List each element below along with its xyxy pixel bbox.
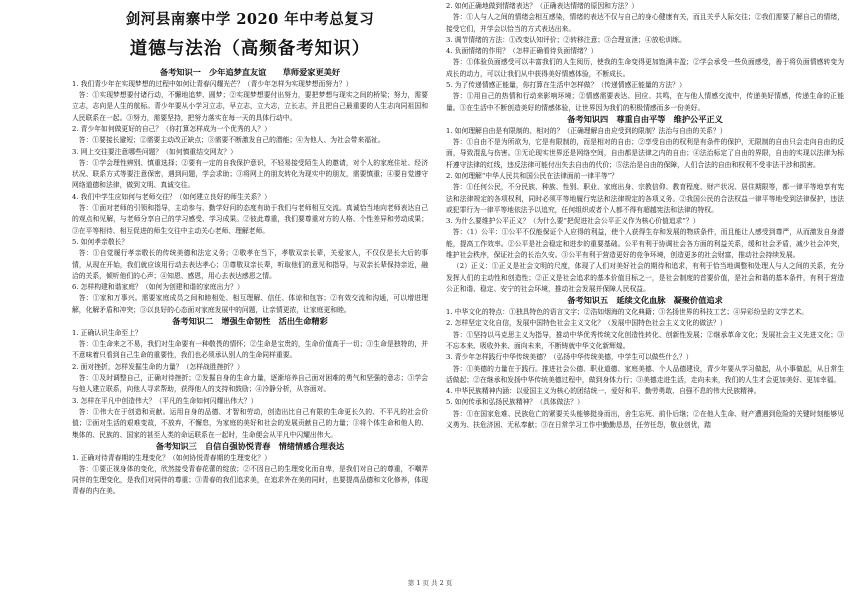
- section-heading: 备考知识五 延续文化血脉 凝聚价值追求: [567, 295, 723, 306]
- question-text: 1. 如何理解自由是有限制的、相对的？（正确理解自由应受到的限制？法治与自由的关系？）: [446, 126, 727, 135]
- question-text: 1. 正确对待青春期的生理变化？（如何协悦青春期的生理变化？）: [72, 453, 271, 462]
- right-column: [446, 0, 844, 431]
- answer-text: 答：①实现梦想要付诸行动，不懈地追梦、圆梦；②实现梦想要付出努力，要把梦想与现实之间的桥梁；努力，需要立志，志向是人生的航标。青少年要从小学习立志，早立志，立大志，立长志，并且把自己最重要的人生志向同祖国和人民联系在一起。③努力，需要坚持，把努力落实在每一天的具体行动中。: [72, 91, 428, 122]
- question-text: 2. 面对挫折，怎样发掘生命的力量？（怎样战胜挫折？）: [72, 362, 244, 371]
- left-column: [72, 0, 428, 498]
- question-text: 1. 中华文化的特点：①独具特色的语言文字；②浩如烟海的文化典籍；③名扬世界的科技工艺；④异彩纷呈的文学艺术。: [446, 308, 809, 317]
- question-text: 3. 青少年怎样践行中华传统美德？（弘扬中华传统美德，中学生可以做些什么？）: [446, 353, 693, 362]
- question-text: 5. 为了传递情感正能量，你打算在生活中怎样做？（传递情感正能量的方法？）: [446, 81, 686, 90]
- question-text: 3. 调节情绪的方法：①改变认知评价；②转移注意；③合理宣泄；④放松训练。: [446, 35, 686, 44]
- question-text: 1. 我们青少年在实现梦想的过程中如何让青春闪耀光芒？（青少年怎样为实现梦想而努力？）: [72, 79, 353, 88]
- answer-text: 答：①伟大在于创造和贡献。运用自身的品德、才智和劳动，创造出比自己有限的生命更长久的、不平凡的社会价值；②面对生活的艰难变故，不放弃，不懈怠，为家庭的美好和社会的发展贡献自己的力量；③将个体生命和他人的、集体的、民族的、国家的甚至人类的命运联系在一起时，生命便会从平凡中闪耀出伟大。: [72, 407, 428, 439]
- answer-text: 答：①生命来之不易，我们对生命要有一种敬畏的情怀；②生命是宝贵的，生命价值高于一切；③生命是独特的，并不意味着只看到自己生命的重要性，我们也必须承认别人的生命同样重要。: [72, 340, 428, 360]
- answer-text: （2）正义：①正义是社会文明的尺度，体现了人们对美好社会的期待和追求，有利于恰当地调整和处理人与人之间的关系，充分发挥人们的主动性和创造性；②正义是社会追求的基本价值目标之一，是社会制度的首要价值，是社会和谐的基本条件，有利于营造公正和谐、稳定、安宁的社会环境，推动社会发展并保障人民权益。: [446, 262, 844, 293]
- right-column-body: [446, 1, 844, 431]
- answer-text: 答：①自觉履行孝亲敬长的传统美德和法定义务；②敬孝在当下，孝敬双亲长辈，关爱家人，不仅仅是长大后的事情，从现在开始，我们就应该用行动去表达孝心；③尊敬双亲长辈，听取他们的意见和指导，与双亲长辈保持亲近，融洽的关系，倾听他们的心声；④知恩、感恩，用心去表达感恩之情。: [72, 249, 428, 280]
- answer-text: 答：（1）公平：①公平不仅能保证个人应得的利益，使个人获得生存和发展的物质条件，而且能让人感受到尊严，从而激发自身潜能，提高工作效率。②公平是社会稳定和进步的重要基础。公平有利于协调社会各方面的利益关系，缓和社会矛盾，减少社会冲突，维护社会秩序，保证社会的长治久安。③公平有利于营造更好的竞争环境，创造更多的社会财富，推动社会持续发展。: [446, 228, 844, 260]
- answer-text: 答：①学会理性辨别、慎重选择；②要有一定的自我保护意识，不轻易接受陌生人的邀请，对个人的家庭住址、经济状况、联系方式等要注意保密，遇到问题，学会求助；③将网上的朋友转化为现实中的朋友，需要慎重；④要自觉遵守网络道德和法律，做到文明、真诚交往。: [72, 158, 428, 190]
- question-text: 2. 如何正确地做到情绪表达？（正确表达情绪的原因和方法？）: [446, 2, 639, 10]
- answer-text: 答：①人与人之间的情绪会相互感染，情绪的表达不仅与自己的身心健康有关，而且关乎人际交往；②我们需要了解自己的情绪，接受它们，并学会以恰当的方式表达出来。: [446, 13, 844, 33]
- question-text: 5. 如何传承和弘扬民族精神？（具体做法？）: [446, 398, 584, 407]
- answer-text: 答：①体验负面感受可以丰富我们的人生阅历，使我的生命变得更加饱满丰盈；②学会承受一些负面感受，善于将负面情感转变为成长的动力，可以让我们从中获得美好情感体验，不断成长。: [446, 58, 844, 78]
- answer-text: 答：①坚持以马克思主义为指导，推动中华优秀传统文化创造性转化、创新性发展；②继承革命文化；发展社会主义先进文化；③不忘本来、吸收外来、面向未来，不断铸就中华文化新辉煌。: [446, 330, 844, 350]
- question-text: 6. 怎样构建和谐家庭？（如何为创建和谐的家庭出力？）: [72, 283, 244, 292]
- answer-text: 答：①要接长避短；②需要主动改正缺点；③需要不断激发自己的潜能；④为他人、为社会带来福祉。: [78, 136, 385, 145]
- answer-text: 答：①家和万事兴。需要家庭成员之间和睦相处、相互理解、信任、体谅和包容；②有效交流和沟通，可以增进理解，化解矛盾和冲突；③以良好的心态面对家庭发展中的问题，让亲情更浓，让家庭更和睦。: [72, 294, 428, 314]
- question-text: 3. 怎样在平凡中创造伟大？（平凡的生命如何闪耀出伟大？）: [72, 396, 258, 405]
- section-heading: 备考知识二 增强生命韧性 活出生命精彩: [172, 316, 328, 327]
- question-text: 2. 青少年如何做更好的自己？（你打算怎样成为一个优秀的人？）: [72, 124, 271, 133]
- left-column-body: [72, 67, 428, 498]
- answer-text: 答：①美德的力量在于践行。推进社会公德、职业道德、家庭美德、个人品德建设，青少年要从学习做起，从小事做起，从日常生活做起；②在继承和发扬中华传统美德过程中，做到身体力行；③美德走进生活，走向未来，我们的人生才会更加美好、更加幸福。: [446, 364, 844, 384]
- page-footer: 第 1 页 共 2 页: [407, 579, 453, 587]
- question-text: 4. 我们中学生应如何与老师交往？（如何建立良好的师生关系？）: [72, 192, 271, 201]
- section-heading: 备考知识三 自信自强协悦青春 情绪情感合理表达: [155, 440, 345, 451]
- question-text: 3. 为什么要维护公平正义？（为什么要“把促进社会公平正义作为核心价值追求”？）: [446, 217, 700, 226]
- section-heading: 备考知识四 尊重自由平等 维护公平正义: [567, 113, 723, 124]
- question-text: 4. 负面情绪的作用？（怎样正确看待负面情绪？）: [446, 47, 598, 56]
- question-text: 2. 怎样坚定文化自信，发展中国特色社会主义文化？（发展中国特色社会主义文化的做法？）: [446, 319, 727, 328]
- question-text: 2. 如何理解“中华人民共和国公民在法律面前一律平等”？: [446, 171, 618, 180]
- question-text: 3. 网上交往要注意哪些问题？（如何慎重结交网友？）: [72, 147, 237, 156]
- question-text: 5. 如何孝亲敬长？: [72, 237, 129, 246]
- answer-text: 答：①在国家危难、民族危亡的紧要关头能够挺身而出，舍生忘死、前仆后继；②在他人生命、财产遭遇到危险的关键时刻能够见义勇为、扶危济困、无私奉献；③在日常学习工作中勤勤恳恳，任劳任怨，敬业创优，踏: [446, 409, 844, 429]
- answer-text: 答：①用自己的热情和行动来影响环境；②情感需要表达、回应、共鸣，在与他人情感交流中，传递美好情感，传递生命的正能量。③在生活中不断创造美好的情感体验，让世界因为我们的积极情感而多一份美好。: [446, 92, 844, 112]
- answer-text: 答：①面对老师的引领和指导，主动参与、勤学好问的态度有助于我们与老师相互交流。真诚恰当地向老师表达自己的观点和见解，与老师分享自己的学习感受、学习成果。②彼此尊重，我们要尊重对方的人格、个性差异和劳动成果；③在平等相待、相互促进的师生交往中主动关心老师、理解老师。: [72, 204, 428, 235]
- section-heading: 备考知识一 少年追梦直友谊 草师爱家更美好: [159, 67, 341, 77]
- answer-text: 答：①及时调整自己，正确对待挫折；②发掘自身的生命力量，逐渐培养自己面对困难的勇气和坚强的意志；③学会与他人建立联系，向他人寻求帮助，获得他人的支持和鼓励；④冷静分析，从容面对。: [72, 374, 428, 394]
- document-subtitle: 道德与法治（高频备考知识）: [129, 39, 371, 59]
- question-text: 4. 中华民族精神内涵：以爱国主义为核心的团结统一、爱好和平、勤劳勇敢、自强不息的伟大民族精神。: [446, 387, 761, 396]
- answer-text: 答：①要正视身体的变化，欣然接受青春花蕾的绽放；②不因自己的生理变化而自卑，是我们对自己的尊重，不嘲弄同伴的生理变化，是我们对同伴的尊重；③青春的我们追求美，在追求外在美的同时，也要提高品德和文化修养，体现青春的内在美。: [72, 464, 428, 496]
- question-text: 1. 正确认识生命至上？: [72, 328, 142, 337]
- answer-text: 答：①任何公民，不分民族、种族、性别、职业、家庭出身、宗教信仰、教育程度、财产状况、居住期限等，都一律平等地享有宪法和法律规定的各项权利，同时必须平等地履行宪法和法律规定的各项义务。②我国公民的合法权益一律平等地受到法律保护，违法或犯罪行为一律平等地依法予以追究，任何组织或者个人都不得有超越宪法和法律的特权。: [446, 183, 844, 214]
- answer-text: 答：①自由不是为所欲为，它是有限制的，而是相对的自由；②享受自由的权利是有条件的保护，无限制的自由只会走向自由的反面，导致混乱与伤害。③无论现实世界还是网络空间，自由都是法律之内的自由；④法治标定了自由的界限，自由的实现以法律为标杆遵守法律的红线，违反法律可能付出失去自由的代价；⑤法治是自由的保障，人们合法的自由和权利不受非法干涉和损害。: [446, 138, 844, 169]
- document-title: 剑河县南寨中学 2020 年中考总复习: [125, 11, 375, 28]
